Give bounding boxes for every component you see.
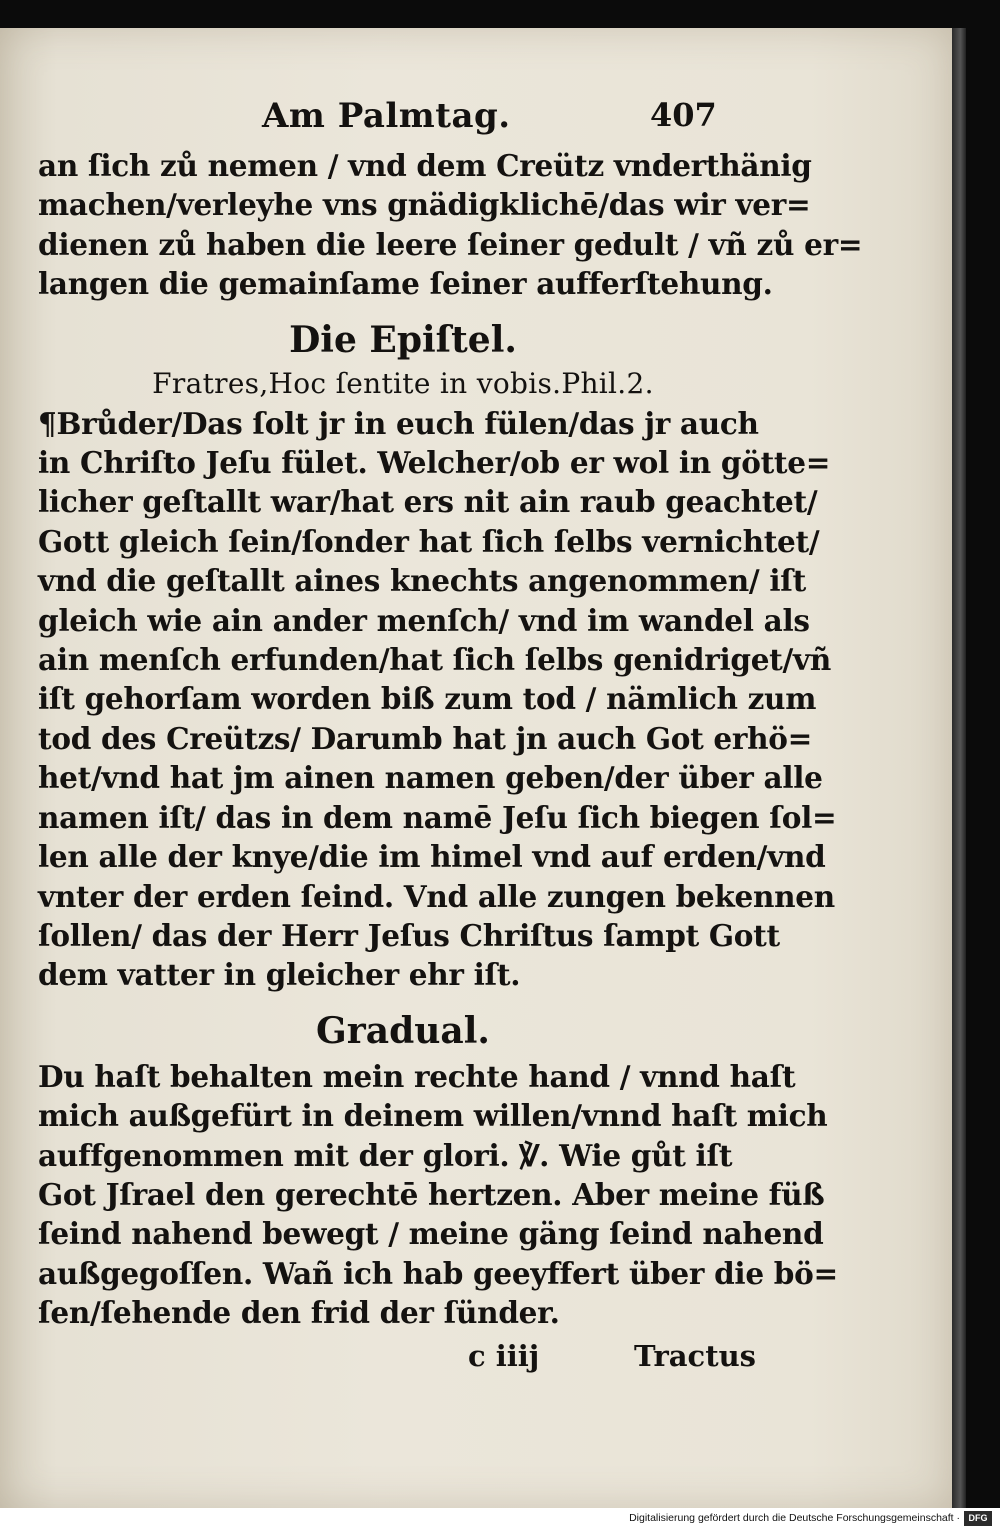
text-line: vnd die geſtallt aines knechts angenommen/ iſt xyxy=(38,563,806,599)
text-line: machen/verleyhe vns gnädigklichē/das wir ver= xyxy=(38,187,811,223)
text-line: mich außgefürt in deinem willen/vnnd haſt mich xyxy=(38,1098,828,1134)
running-head xyxy=(38,96,768,146)
text-line: an ſich zů nemen / vnd dem Creütz vnderthänig xyxy=(38,148,812,183)
text-line: Got Jſrael den gerechtē hertzen. Aber meine füß xyxy=(38,1176,825,1212)
dfg-logo-icon: DFG xyxy=(964,1511,992,1526)
text-line: ſollen/ das der Herr Jeſus Chriſtus ſampt Gott xyxy=(38,917,780,953)
text-line: ain menſch erfunden/hat ſich ſelbs genidriget/vñ xyxy=(38,642,831,678)
text-line: außgegoſſen. Wañ ich hab geeyffert über die bö= xyxy=(38,1255,838,1291)
text-line: ſeind nahend bewegt / meine gäng ſeind nahend xyxy=(38,1216,824,1252)
text-line: ¶Brůder/Das ſolt jr in euch fülen/das jr auch xyxy=(38,405,759,441)
epistel-text xyxy=(38,404,837,995)
text-line: ſen/ſehende den frid der ſünder. xyxy=(38,1295,560,1331)
digitization-footer xyxy=(0,1508,1000,1530)
page-number: 407 xyxy=(650,96,717,134)
text-line: tod des Creützs/ Darumb hat jn auch Got erhö= xyxy=(38,720,813,756)
text-line: iſt gehorſam worden biß zum tod / nämlich zum xyxy=(38,681,817,717)
gradual-text xyxy=(38,1057,838,1333)
text-line: dienen zů haben die leere ſeiner gedult / vñ zů er= xyxy=(38,226,863,262)
text-line: dem vatter in gleicher ehr iſt. xyxy=(38,957,521,993)
opening-paragraph xyxy=(38,146,863,304)
page-text-block xyxy=(38,96,863,1383)
text-line: langen die gemainſame ſeiner aufferſtehung. xyxy=(38,266,773,302)
text-line: vnter der erden ſeind. Vnd alle zungen bekennen xyxy=(38,878,835,914)
text-line: het/vnd hat jm ainen namen geben/der über alle xyxy=(38,760,823,796)
catchword: Tractus xyxy=(634,1338,757,1373)
text-line: auffgenommen mit der glori. ℣. Wie gůt iſt xyxy=(38,1137,733,1173)
text-line: namen iſt/ das in dem namē Jeſu ſich biegen ſol= xyxy=(38,799,837,835)
page-edge xyxy=(952,28,966,1508)
epistel-latin-incipit: Fratres,Hoc ſentite in vobis.Phil.2. xyxy=(152,366,654,400)
text-line: Gott gleich ſein/ſonder hat ſich ſelbs vernichtet/ xyxy=(38,523,820,559)
text-line: Du haſt behalten mein rechte hand / vnnd haſt xyxy=(38,1058,796,1094)
epistel-heading: Die Epiſtel. xyxy=(289,318,517,361)
text-line: len alle der knye/die im himel vnd auf erden/vnd xyxy=(38,839,826,875)
text-line: licher geſtallt war/hat ers nit ain raub geachtet/ xyxy=(38,484,818,520)
funding-credit: Digitalisierung gefördert durch die Deutsche Forschungsgemeinschaft · xyxy=(629,1512,960,1524)
signature-row xyxy=(38,1339,768,1383)
running-title: Am Palmtag. xyxy=(262,96,511,136)
text-line: in Chriſto Jeſu fület. Welcher/ob er wol in götte= xyxy=(38,445,831,481)
text-line: gleich wie ain ander menſch/ vnd im wandel als xyxy=(38,602,810,638)
signature-mark: c iiij xyxy=(468,1338,540,1373)
gradual-heading: Gradual. xyxy=(316,1009,490,1052)
